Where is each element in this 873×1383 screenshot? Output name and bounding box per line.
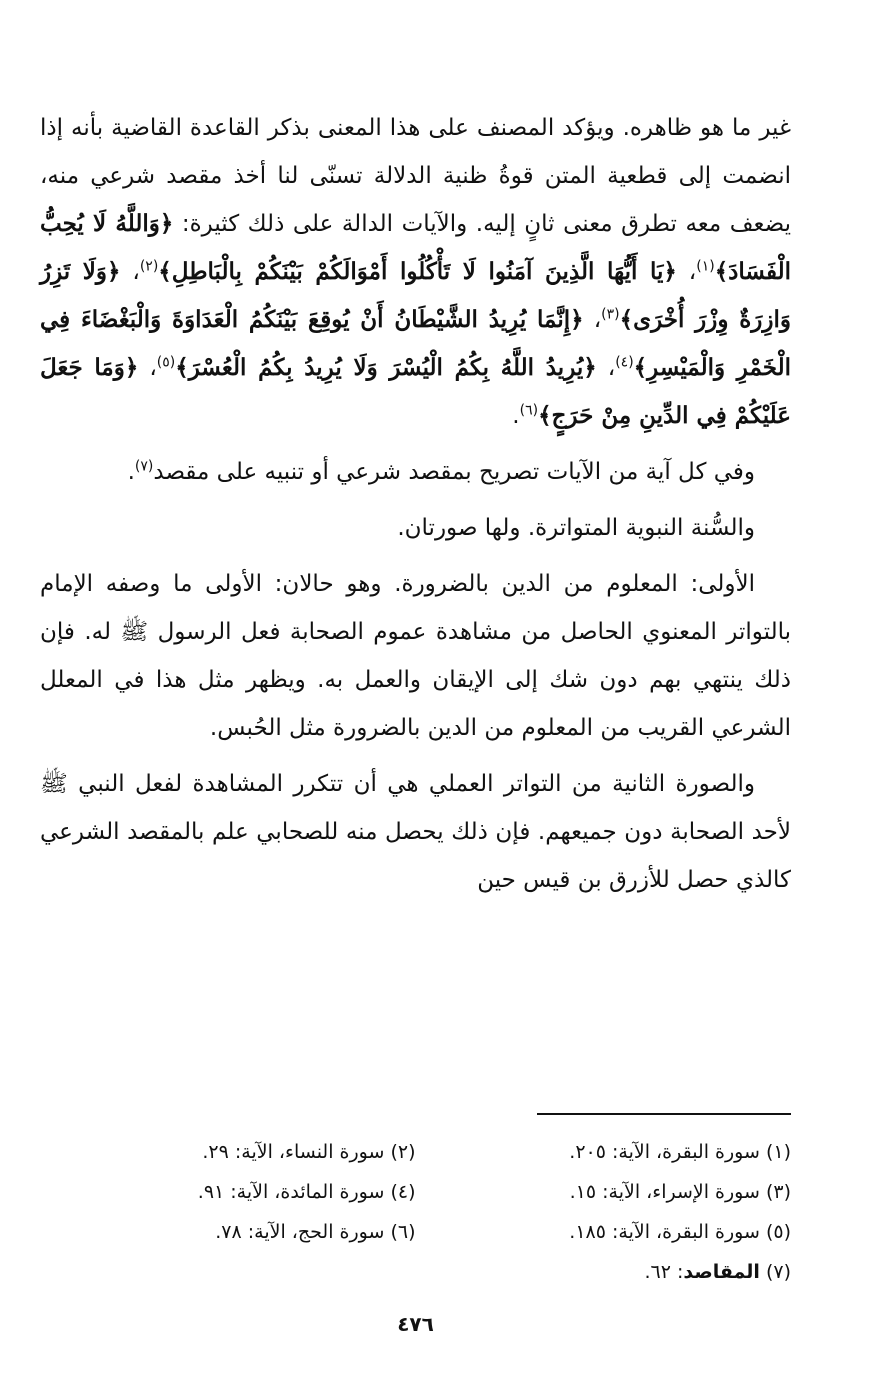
footnote-ref: (٦): [519, 402, 539, 419]
paragraph-text: غير ما هو ظاهره. ويؤكد المصنف على هذا المعنى بذكر القاعدة القاضية بأنه إذا انضمت إلى قطعية المتن قوةُ ظنية الدلالة تسنّى لنا أخذ مقصد شرعي منه، يضعف معه تطرق معنى ثانٍ إليه. والآيات الدالة على ذلك كثيرة:: [40, 115, 791, 237]
footnote-number: (٤): [384, 1181, 416, 1203]
footnote-source: المقاصد: [683, 1261, 760, 1283]
paragraph-text: ،: [138, 355, 157, 381]
footnote-divider: [537, 1113, 791, 1115]
paragraph: [40, 560, 791, 752]
footnote-text: سورة النساء، الآية: ٢٩.: [202, 1141, 385, 1163]
footnote-text: سورة الإسراء، الآية: ١٥.: [569, 1181, 760, 1203]
paragraph-text: والسُّنة النبوية المتواترة. ولها صورتان.: [397, 515, 755, 541]
paragraph-text: .: [127, 459, 135, 485]
main-text: [40, 104, 791, 904]
paragraph-text: .: [512, 403, 520, 429]
footnote-ref: (٥): [156, 354, 176, 371]
quran-verse: ﴿يَا أَيُّهَا الَّذِينَ آمَنُوا لَا تَأْكُلُوا أَمْوَالَكُمْ بَيْنَكُمْ بِالْبَاطِلِ﴾: [158, 258, 677, 285]
footnote-text: سورة البقرة، الآية: ٢٠٥.: [569, 1141, 760, 1163]
paragraph-text: والصورة الثانية من التواتر العملي هي أن تتكرر المشاهدة لفعل النبي ﷺ لأحد الصحابة دون جميعهم. فإن ذلك يحصل منه للصحابي علم بالمقصد الشرعي كالذي حصل للأزرق بن قيس حين: [40, 771, 791, 893]
footnote-text: : ٦٢.: [644, 1261, 684, 1283]
book-page: [40, 0, 791, 1383]
footnote-number: (٥): [759, 1221, 791, 1243]
paragraph-text: ،: [596, 355, 616, 381]
paragraph: [40, 104, 791, 440]
footnote-text: سورة البقرة، الآية: ١٨٥.: [569, 1221, 760, 1243]
footnote-number: (٣): [759, 1181, 791, 1203]
footnote: [416, 1172, 792, 1212]
quran-verse: ﴿وَلَا تَزِرُ وَازِرَةٌ وِزْرَ أُخْرَى﴾: [40, 258, 791, 333]
footnote-text: سورة المائدة، الآية: ٩١.: [197, 1181, 385, 1203]
paragraph: [40, 448, 791, 496]
footnote-ref: (٧): [134, 458, 154, 475]
footnote-row: [40, 1212, 791, 1252]
footnote-row: [40, 1132, 791, 1172]
paragraph: [40, 760, 791, 904]
footnote-number: (٧): [759, 1261, 791, 1283]
paragraph-text: ،: [120, 259, 140, 285]
footnotes: [40, 1132, 791, 1292]
footnote-row: [40, 1172, 791, 1212]
footnote-ref: (٤): [615, 354, 634, 371]
footnote: [416, 1252, 792, 1292]
quran-verse: ﴿وَاللَّهُ لَا يُحِبُّ الْفَسَادَ﴾: [40, 210, 791, 285]
footnote-ref: (٣): [601, 306, 620, 323]
footnote: [40, 1172, 416, 1212]
footnote-number: (٦): [384, 1221, 416, 1243]
footnote: [416, 1132, 792, 1172]
footnote-number: (١): [759, 1141, 791, 1163]
footnote-text: سورة الحج، الآية: ٧٨.: [215, 1221, 385, 1243]
footnote: [40, 1212, 416, 1252]
footnote-row: [40, 1252, 791, 1292]
footnote-number: (٢): [384, 1141, 416, 1163]
page-number: ٤٧٦: [397, 1312, 434, 1336]
quran-verse: ﴿وَمَا جَعَلَ عَلَيْكُمْ فِي الدِّينِ مِنْ حَرَجٍ﴾: [40, 354, 791, 429]
paragraph: [40, 504, 791, 552]
footnote: [416, 1212, 792, 1252]
paragraph-text: الأولى: المعلوم من الدين بالضرورة. وهو حالان: الأولى ما وصفه الإمام بالتواتر المعنوي الحاصل من مشاهدة عموم الصحابة فعل الرسول ﷺ له. فإن ذلك ينتهي بهم دون شك إلى الإيقان والعمل به. ويظهر مثل هذا في المعلل الشرعي القريب من المعلوم من الدين بالضرورة مثل الحُبس.: [40, 571, 791, 741]
paragraph-text: وفي كل آية من الآيات تصريح بمقصد شرعي أو تنبيه على مقصد: [153, 459, 755, 485]
footnote-ref: (١): [696, 258, 715, 275]
footnote-ref: (٢): [139, 258, 159, 275]
footnote: [40, 1132, 416, 1172]
paragraph-text: ،: [676, 259, 697, 285]
quran-verse: ﴿إِنَّمَا يُرِيدُ الشَّيْطَانُ أَنْ يُوقِعَ بَيْنَكُمُ الْعَدَاوَةَ وَالْبَغْضَاءَ فِي الْخَمْرِ وَالْمَيْسِرِ﴾: [40, 306, 792, 381]
paragraph-text: ،: [583, 307, 602, 333]
quran-verse: ﴿يُرِيدُ اللَّهُ بِكُمُ الْيُسْرَ وَلَا يُرِيدُ بِكُمُ الْعُسْرَ﴾: [175, 354, 597, 381]
